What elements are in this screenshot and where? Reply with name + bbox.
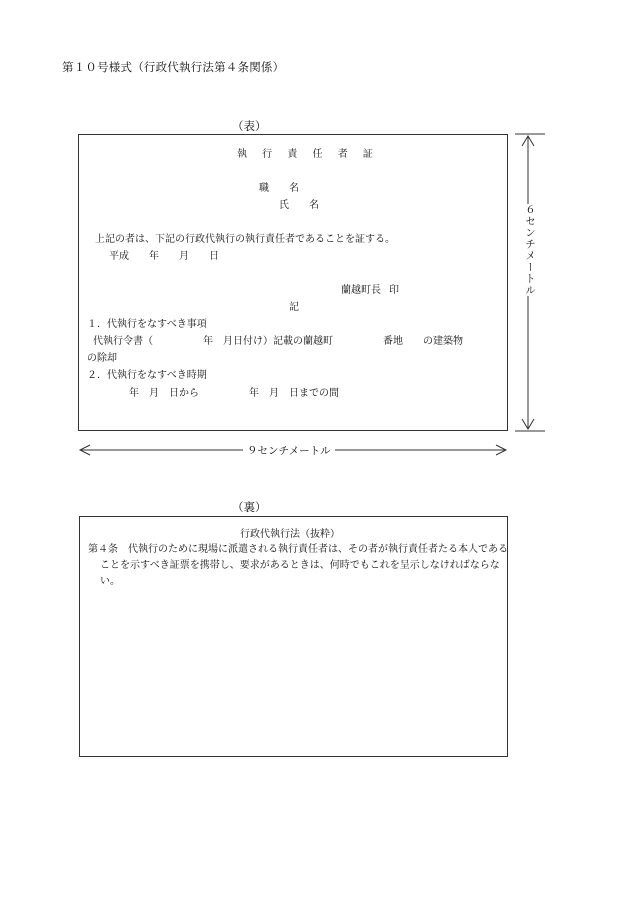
item1-body-continued: の除却 bbox=[87, 353, 117, 364]
seal-mark: 印 bbox=[389, 285, 399, 296]
back-side-label: （裏） bbox=[232, 500, 267, 514]
law-excerpt-heading: 行政代執行法（抜粋） bbox=[240, 529, 340, 540]
front-side-label: （表） bbox=[232, 119, 267, 133]
front-card bbox=[78, 134, 508, 431]
issuer-title: 蘭越町長 bbox=[341, 285, 381, 296]
height-label: ６センチメートル bbox=[524, 204, 536, 296]
item1-body: 代執行令書（ 年 月日付け）記載の蘭越町 番地 の建築物 bbox=[93, 336, 463, 347]
item2-title: ２．代執行をなすべき時期 bbox=[87, 370, 207, 381]
name-label: 氏 名 bbox=[279, 200, 319, 211]
item1-title: １．代執行をなすべき事項 bbox=[87, 319, 207, 330]
item2-body: 年 月 日から 年 月 日までの間 bbox=[129, 388, 339, 399]
certificate-heading: 執 行 責 任 者 証 bbox=[237, 149, 379, 160]
position-label: 職 名 bbox=[259, 183, 299, 194]
article-4-text: 第４条 代執行のために現場に派遣される執行責任者は、その者が執行責任者たる本人であることを示すべき証票を携帯し、要求があるときは、何時でもこれを呈示しなければならない。 bbox=[88, 544, 508, 587]
certify-text: 上記の者は、下記の行政代執行の執行責任者であることを証する。 bbox=[95, 234, 395, 245]
back-card bbox=[79, 516, 508, 757]
width-label: ９センチメートル bbox=[243, 443, 335, 458]
ki-label: 記 bbox=[289, 302, 299, 313]
form-title: 第１０号様式（行政代執行法第４条関係） bbox=[62, 60, 285, 74]
date-line: 平成 年 月 日 bbox=[109, 251, 219, 262]
